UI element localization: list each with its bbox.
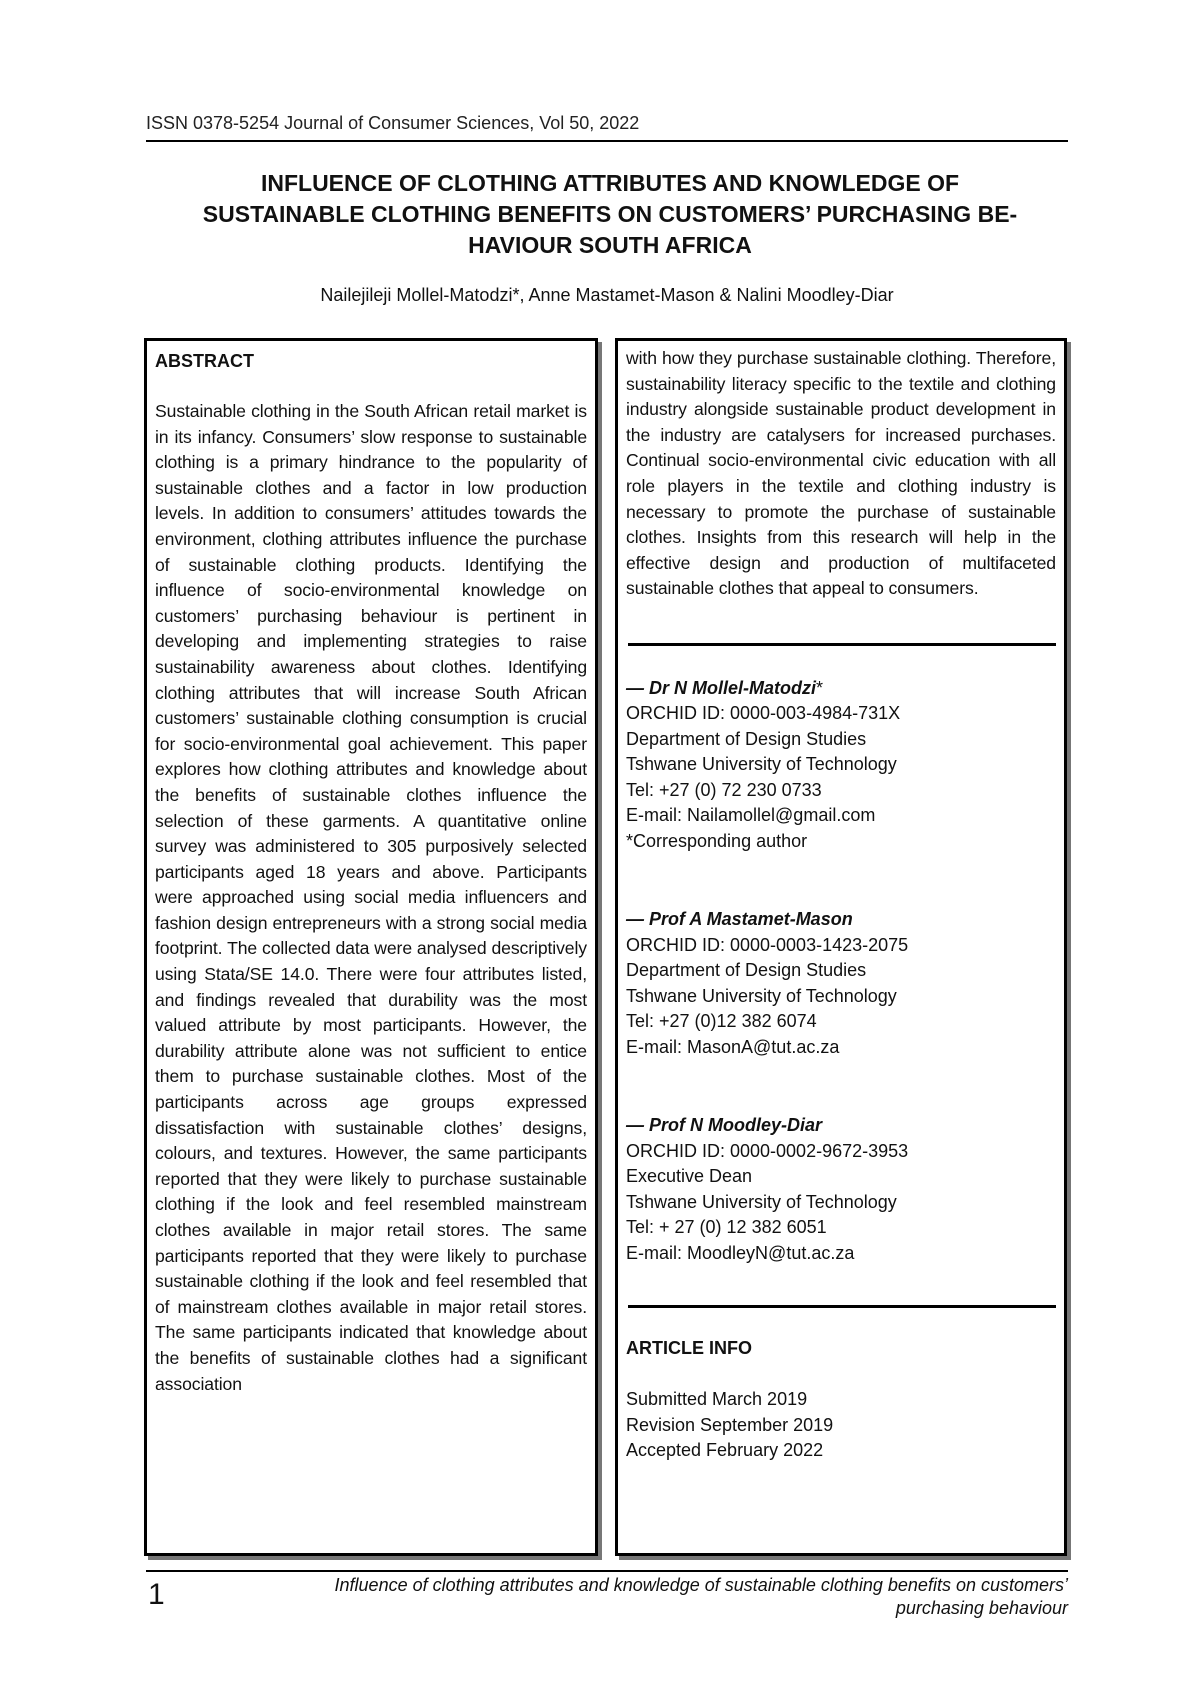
contact-note: *Corresponding author: [626, 830, 808, 851]
contact-moodley-diar: [626, 1113, 1056, 1266]
contact-department: Department of Design Studies: [626, 960, 867, 981]
title-line-2: SUSTAINABLE CLOTHING BENEFITS ON CUSTOMERS’ PURCHASING BE-: [202, 201, 1018, 227]
contact-tel: Tel: + 27 (0) 12 382 6051: [626, 1217, 827, 1238]
contact-name-suffix: *: [816, 677, 824, 698]
contact-department: Department of Design Studies: [626, 728, 867, 749]
running-title: [200, 1574, 1068, 1620]
contact-orchid: ORCHID ID: 0000-003-4984-731X: [626, 703, 901, 724]
contact-orchid: ORCHID ID: 0000-0003-1423-2075: [626, 934, 909, 955]
title-line-1: INFLUENCE OF CLOTHING ATTRIBUTES AND KNOWLEDGE OF: [260, 170, 960, 196]
contact-tel: Tel: +27 (0) 72 230 0733: [626, 779, 822, 800]
accepted-date: Accepted February 2022: [626, 1440, 824, 1461]
contact-title: Executive Dean: [626, 1166, 753, 1187]
contact-university: Tshwane University of Technology: [626, 1191, 897, 1212]
abstract-continuation: with how they purchase sustainable clothing. Therefore, sustainability literacy specific to the textile and clothing industry alongside sustainable product development in the industry are catalysers for increased purchases. Continual socio-environmental civic education with all role players in the textile and clothing industry is necessary to promote the purchase of sustainable clothes. Insights from this research will help in the effective design and production of multifaceted sustainable clothes that appeal to consumers.: [626, 348, 1056, 599]
revision-date: Revision September 2019: [626, 1414, 834, 1435]
contact-name: — Prof N Moodley-Diar: [626, 1115, 823, 1136]
running-title-line-2: purchasing behaviour: [895, 1598, 1068, 1618]
page-number: 1: [148, 1578, 165, 1611]
abstract-heading: ABSTRACT: [155, 351, 254, 371]
footer-rule: [146, 1570, 1068, 1572]
contact-university: Tshwane University of Technology: [626, 985, 897, 1006]
title-line-3: HAVIOUR SOUTH AFRICA: [468, 232, 752, 258]
contact-orchid: ORCHID ID: 0000-0002-9672-3953: [626, 1140, 909, 1161]
contact-name: — Dr N Mollel-Matodzi: [626, 677, 816, 698]
abstract-body: Sustainable clothing in the South African retail market is in its infancy. Consumers’ slow response to sustainable clothing is a primary hindrance to the popularity of sustainable clothes and a factor in low production levels. In addition to consumers’ attitudes towards the environment, clothing attributes influence the purchase of sustainable clothing products. Identifying the influence of socio-environmental knowledge on customers’ purchasing behaviour is pertinent in developing and implementing strategies to raise sustainability awareness about clothes. Identifying clothing attributes that will increase South African customers’ sustainable clothing consumption is crucial for socio-environmental goal achievement. This paper explores how clothing attributes and knowledge about the benefits of sustainable clothes influence the selection of these garments. A quantitative online survey was administered to 305 purposively selected participants aged 18 years and above. Participants were approached using social media influencers and fashion design entrepreneurs with a strong social media footprint. The collected data were analysed descriptively using Stata/SE 14.0. There were four attributes listed, and findings revealed that durability was the most valued attribute by most participants. However, the durability attribute alone was not sufficient to entice them to purchase sustainable clothes. Most of the participants across age groups expressed dissatisfaction with sustainable clothes’ designs, colours, and textures. However, the same participants reported that they were likely to purchase sustainable clothing if the look and feel resembled mainstream clothes available in major retail stores. The same participants reported that they were likely to purchase sustainable clothing if the look and feel resembled that of mainstream clothes available in major retail stores. The same participants indicated that knowledge about the benefits of sustainable clothes had a significant association: [155, 401, 587, 1394]
contact-name: — Prof A Mastamet-Mason: [626, 909, 853, 930]
journal-header: ISSN 0378-5254 Journal of Consumer Sciences, Vol 50, 2022: [146, 113, 640, 133]
contact-mastamet-mason: [626, 907, 1056, 1060]
separator-rule: [628, 643, 1056, 646]
contact-email: E-mail: MasonA@tut.ac.za: [626, 1036, 840, 1057]
article-info-dates: [626, 1387, 1056, 1464]
running-title-line-1: Influence of clothing attributes and knowledge of sustainable clothing benefits on customers’: [334, 1575, 1068, 1595]
abstract-box: [144, 338, 598, 1556]
info-box: [615, 338, 1067, 1556]
contact-tel: Tel: +27 (0)12 382 6074: [626, 1011, 817, 1032]
article-info-heading: ARTICLE INFO: [626, 1338, 752, 1359]
submitted-date: Submitted March 2019: [626, 1389, 808, 1410]
separator-rule: [628, 1305, 1056, 1308]
contact-email: E-mail: Nailamollel@gmail.com: [626, 805, 876, 826]
paper-title: [150, 168, 1070, 261]
author-list: Nailejileji Mollel-Matodzi*, Anne Mastamet-Mason & Nalini Moodley-Diar: [320, 285, 894, 305]
header-rule: [146, 140, 1068, 142]
contact-mollel-matodzi: [626, 676, 1056, 855]
contact-university: Tshwane University of Technology: [626, 754, 897, 775]
contact-email: E-mail: MoodleyN@tut.ac.za: [626, 1242, 855, 1263]
